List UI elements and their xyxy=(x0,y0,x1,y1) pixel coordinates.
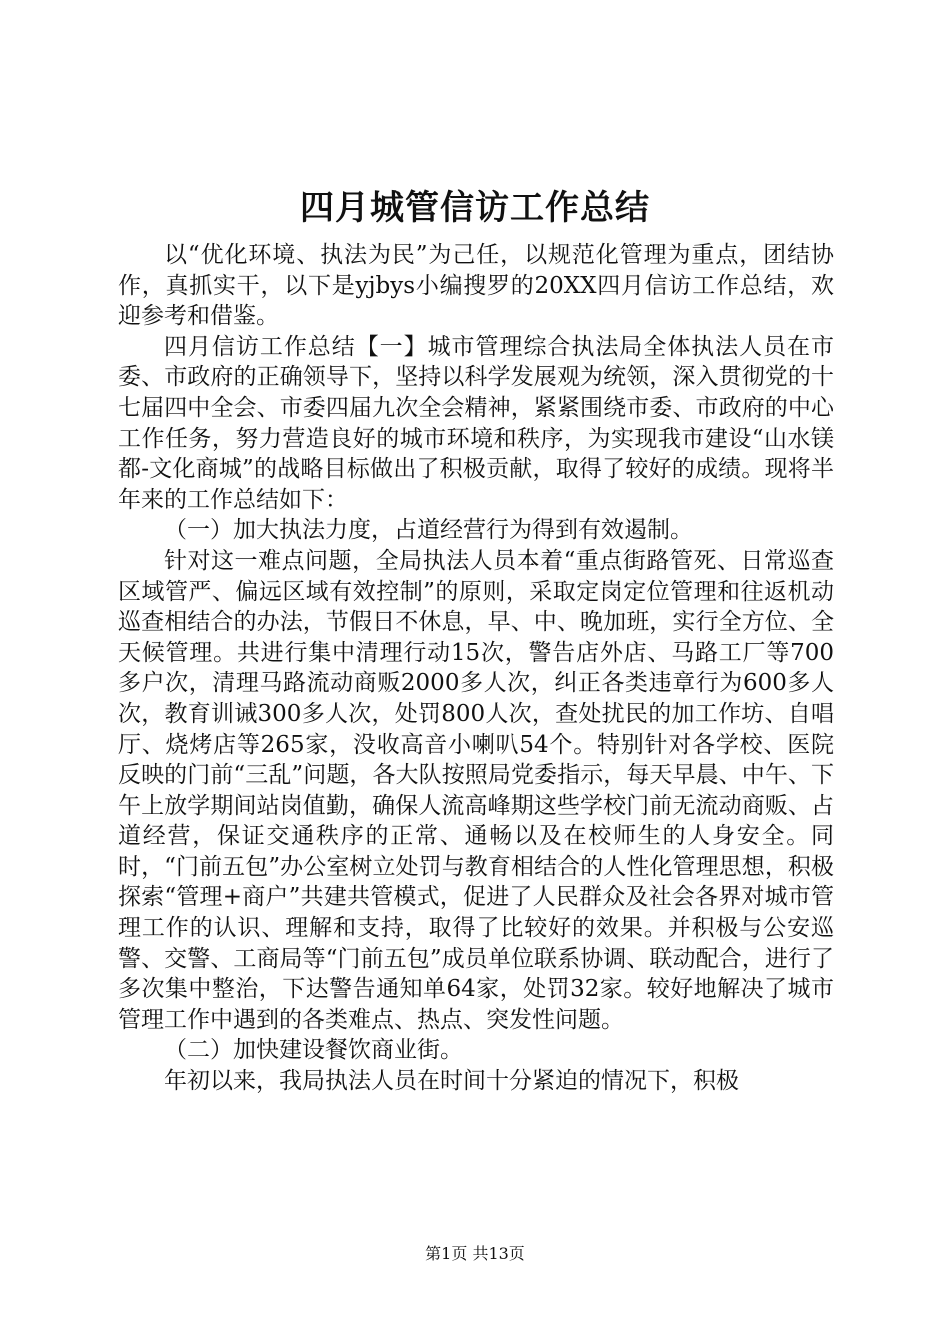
section-heading-one: （一）加大执法力度，占道经营行为得到有效遏制。 xyxy=(164,517,693,544)
paragraph-enforcement: 针对这一难点问题，全局执法人员本着“重点街路管死、日常巡查区域管严、偏远区域有效控制”的原则，采取定岗定位管理和往返机动巡查相结合的办法，节假日不休息，早、中、晚加班，实行全方位、全天候管理。共进行集中清理行动15次，警告店外店、马路工厂等700多户次，清理马路流动商贩2000多人次，纠正各类违章行为600多人次，教育训诫300多人次，处罚800人次，查处扰民的加工作坊、自唱厅、烧烤店等265家，没收高音小喇叭54个。特别针对各学校、医院反映的门前“三乱”问题，各大队按照局党委指示，每天早晨、中午、下午上放学期间站岗值勤，确保人流高峰期这些学校门前无流动商贩、占道经营，保证交通秩序的正常、通畅以及在校师生的人身安全。同时，“门前五包”办公室树立处罚与教育相结合的人性化管理思想，积极探索“管理+商户”共建共管模式，促进了人民群众及社会各界对城市管理工作的认识、理解和支持，取得了比较好的效果。并积极与公安巡警、交警、工商局等“门前五包”成员单位联系协调、联动配合，进行了多次集中整治，下达警告通知单64家，处罚32家。较好地解决了城市管理工作中遇到的各类难点、热点、突发性问题。 xyxy=(118,547,834,1033)
page-footer: 第1页 共13页 xyxy=(425,1244,525,1263)
section-heading-two: （二）加快建设餐饮商业街。 xyxy=(164,1037,463,1064)
document-body xyxy=(118,240,834,1097)
paragraph-summary-one: 四月信访工作总结【一】城市管理综合执法局全体执法人员在市委、市政府的正确领导下，坚持以科学发展观为统领，深入贯彻党的十七届四中全会、市委四届九次全会精神，紧紧围绕市委、市政府的中心工作任务，努力营造良好的城市环境和秩序，为实现我市建设“山水镁都-文化商城”的战略目标做出了积极贡献，取得了较好的成绩。现将半年来的工作总结如下： xyxy=(118,333,834,513)
paragraph-intro: 以“优化环境、执法为民”为己任，以规范化管理为重点，团结协作，真抓实干，以下是yjbys小编搜罗的20XX四月信访工作总结，欢迎参考和借鉴。 xyxy=(118,242,834,330)
paragraph-catering-street: 年初以来，我局执法人员在时间十分紧迫的情况下，积极 xyxy=(164,1068,739,1095)
document-title: 四月城管信访工作总结 xyxy=(300,188,650,228)
